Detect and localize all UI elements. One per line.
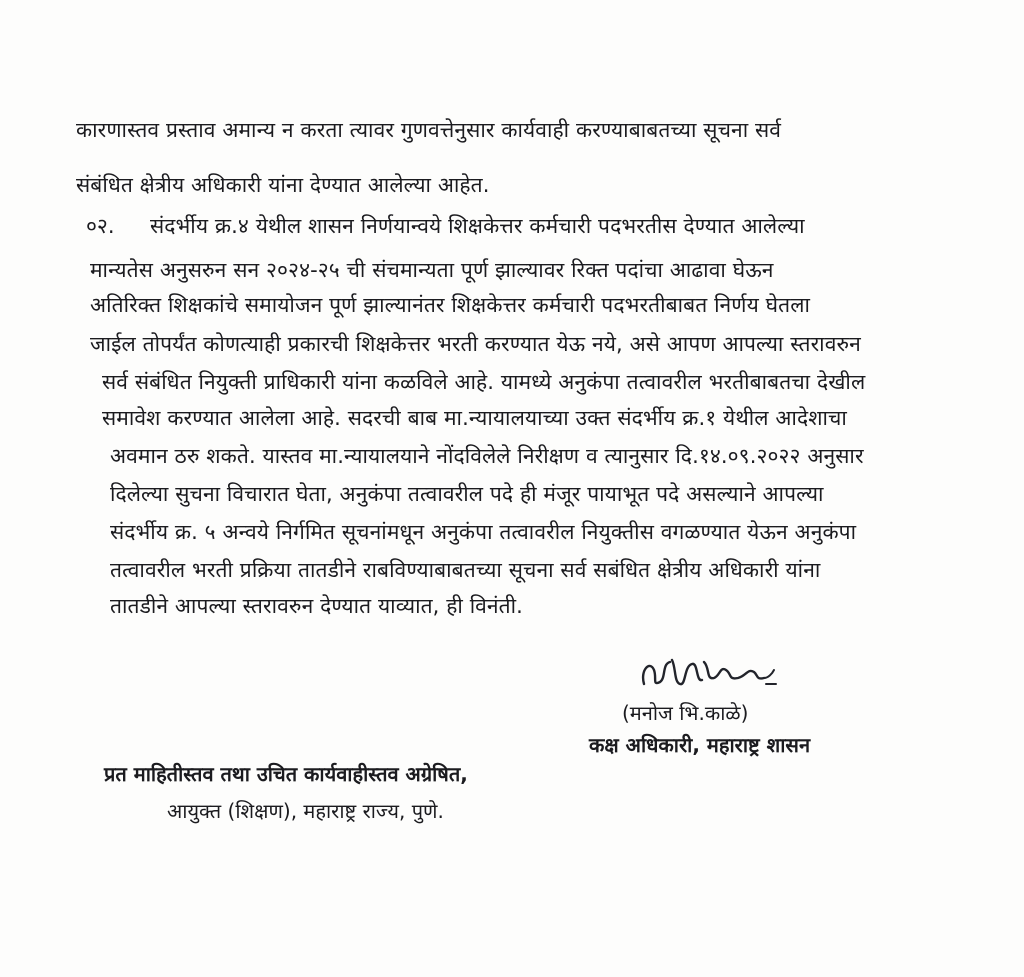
copy-to-recipient: आयुक्त (शिक्षण), महाराष्ट्र राज्य, पुणे. — [167, 799, 444, 823]
paragraph-line-6: समावेश करण्यात आलेला आहे. सदरची बाब मा.न्यायालयाच्या उक्त संदर्भीय क्र.१ येथील आदेशाचा — [102, 406, 847, 430]
intro-line-2: संबंधित क्षेत्रीय अधिकारी यांना देण्यात आलेल्या आहेत. — [76, 173, 490, 197]
paragraph-number: ०२. — [86, 214, 115, 238]
paragraph-line-11: तातडीने आपल्या स्तरावरुन देण्यात याव्यात, ही विनंती. — [110, 594, 523, 618]
signatory-designation: कक्ष अधिकारी, महाराष्ट्र शासन — [589, 733, 811, 757]
paragraph-line-2: मान्यतेस अनुसरुन सन २०२४-२५ ची संचमान्यता पूर्ण झाल्यावर रिक्त पदांचा आढावा घेऊन — [90, 258, 774, 282]
paragraph-line-5: सर्व संबंधित नियुक्ती प्राधिकारी यांना कळविले आहे. यामध्ये अनुकंपा तत्वावरील भरतीबाबतचा देखील — [102, 370, 866, 394]
paragraph-line-8: दिलेल्या सुचना विचारात घेता, अनुकंपा तत्वावरील पदे ही मंजूर पायाभूत पदे असल्याने आपल्या — [110, 482, 824, 506]
paragraph-line-3: अतिरिक्त शिक्षकांचे समायोजन पूर्ण झाल्यानंतर शिक्षकेत्तर कर्मचारी पदभरतीबाबत निर्णय घेतला — [90, 293, 811, 317]
paragraph-line-4: जाईल तोपर्यंत कोणत्याही प्रकारची शिक्षकेत्तर भरती करण्यात येऊ नये, असे आपण आपल्या स्तरावरुन — [90, 332, 861, 356]
paragraph-line-1: संदर्भीय क्र.४ येथील शासन निर्णयान्वये शिक्षकेत्तर कर्मचारी पदभरतीस देण्यात आलेल्या — [150, 214, 805, 238]
copy-to-heading: प्रत माहितीस्तव तथा उचित कार्यवाहीस्तव अग्रेषित, — [104, 762, 468, 786]
paragraph-line-9: संदर्भीय क्र. ५ अन्वये निर्गमित सूचनांमधून अनुकंपा तत्वावरील नियुक्तीस वगळण्यात येऊन अनुकंपा — [110, 520, 857, 544]
signatory-name: (मनोज भि.काळे) — [622, 701, 749, 725]
paragraph-line-7: अवमान ठरु शकते. यास्तव मा.न्यायालयाने नोंदविलेले निरीक्षण व त्यानुसार दि.१४.०९.२०२२ अनुसार — [110, 444, 864, 468]
handwritten-signature — [636, 648, 786, 698]
intro-line-1: कारणास्तव प्रस्ताव अमान्य न करता त्यावर गुणवत्तेनुसार कार्यवाही करण्याबाबतच्या सूचना सर्व — [76, 118, 782, 142]
paragraph-line-10: तत्वावरील भरती प्रक्रिया तातडीने राबविण्याबाबतच्या सूचना सर्व सबंधित क्षेत्रीय अधिकारी यांना — [110, 558, 821, 582]
